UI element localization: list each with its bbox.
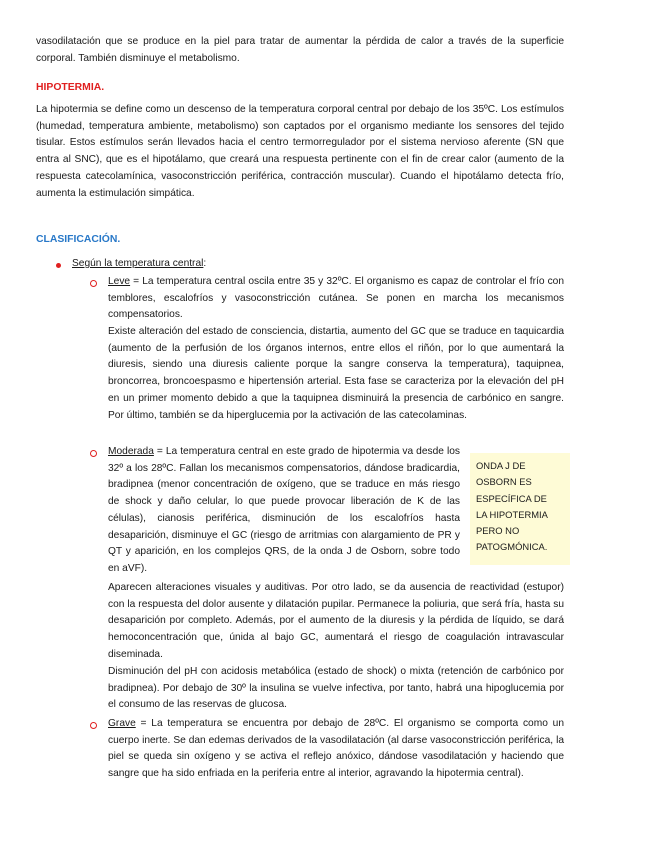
hipotermia-heading: HIPOTERMIA. [36, 82, 105, 93]
clasificacion-heading: CLASIFICACIÓN. [36, 234, 121, 245]
note-line: ONDA J DE [476, 460, 526, 471]
sticky-note [470, 453, 570, 565]
circle-bullet-icon [90, 450, 97, 457]
note-line: ESPECÍFICA DE [476, 492, 547, 504]
intro-paragraph: vasodilatación que se produce en la piel para tratar de aumentar la pérdida de calor a través de la superficie corporal. También disminuye el metabolismo. [36, 36, 564, 64]
grave-paragraph [108, 716, 564, 783]
note-line: OSBORN ES [476, 476, 532, 488]
grave-term: Grave [108, 718, 136, 729]
grave-text: = La temperatura se encuentra por debajo de 28ºC. El organismo se comporta como un cuerpo inerte. Se dan edemas derivados de la vasodilatación (al darse vasoconstricción periférica, la piel se queda sin oxígeno y se activa el reflejo anóxico, dándose vasodilatación y haciendo que sangre que ha sido enfriada en la periferia entre al interior, agravando la hipotermia central). [108, 718, 564, 780]
leve-paragraph-2: Existe alteración del estado de consciencia, distartia, aumento del GC que se traduce en taquicardia (aumento de la perfusión de los órganos internos, entre ellos el riñón, por lo que aumentará la diuresis, siendo una diuresis caliente porque la sangre conserva la temperatura), taquipnea, broncorrea, broncoespasmo e hipertensión arterial. Esta fase se caracteriza por la elevación del pH en un primer momento debido a que la taquipnea disminuirá la presencia de carbónico en sangre. Por último, también se da hiperglucemia por la activación de las catecolaminas. [108, 326, 564, 421]
bullet-icon [56, 263, 61, 268]
bullet-item-temperatura [72, 256, 206, 272]
leve-paragraph [108, 274, 564, 324]
leve-text: = La temperatura central oscila entre 35 y 32ºC. El organismo es capaz de controlar el frío con temblores, escalofríos y vasoconstricción cutánea. Se ponen en marcha los mecanismos compensatorios. [108, 276, 564, 321]
note-line: LA HIPOTERMIA [476, 508, 548, 520]
hipotermia-paragraph: La hipotermia se define como un descenso de la temperatura corporal central por debajo de los 35ºC. Los estímulos (humedad, temperatura ambiente, metabolismo) son captados por el organismo mediante los sensores del tejido tisular. Estos estímulos serán llevados hacia el centro termorregulador por el sistema nervioso aferente (SN que entra al SNC), que es el hipotálamo, que creará una respuesta pertinente con el fin de crear calor (aumento de la respuesta catecolamínica, vasoconstricción periférica, contracción muscular). Cuando el hipotálamo detecta frío, aumenta la estimulación simpática. [36, 104, 564, 199]
circle-bullet-icon [90, 280, 97, 287]
leve-term: Leve [108, 276, 131, 287]
moderada-term: Moderada [108, 446, 154, 457]
note-line: PERO NO [476, 525, 520, 537]
note-line: PATOGMÓNICA. [476, 541, 548, 553]
moderada-paragraph [108, 444, 460, 578]
moderada-paragraph-2: Aparecen alteraciones visuales y auditivas. Por otro lado, se da ausencia de reactividad (estupor) con la respuesta del dolor ausente y dilatación pupilar. Permanece la poliuria, que será fría, hasta su desaparición por completo. Además, por el aumento de la diuresis y la pérdida de líquido, se dará hemoconcentración que, únida al bajo GC, aumentará el riesgo de coagulación intravascular diseminada. [108, 582, 564, 660]
bullet-label: Según la temperatura central [72, 258, 204, 269]
circle-bullet-icon [90, 722, 97, 729]
bullet-colon: : [203, 258, 207, 269]
moderada-text: = La temperatura central en este grado de hipotermia va desde los 32º a los 28ºC. Fallan los mecanismos compensatorios, dándose bradicardia, bradipnea (menor concentración de oxígeno, que se traduce en más riesgo de shock y daño celular, lo que puede provocar liberación de K de las células), cianosis periférica, disminución de los escalofríos hasta desaparición, disminuye el GC (riesgo de arritmias con alargamiento de PR y QT y aparición, en los complejos QRS, de la onda J de Osborn, sobre todo en aVF). [108, 446, 460, 574]
moderada-paragraph-3: Disminución del pH con acidosis metabólica (estado de shock) o mixta (retención de carbónico por bradipnea). Por debajo de 30º la insulina se vuelve infectiva, por tanto, habrá una hipoglucemia por el consumo de las reservas de glucosa. [108, 666, 564, 711]
